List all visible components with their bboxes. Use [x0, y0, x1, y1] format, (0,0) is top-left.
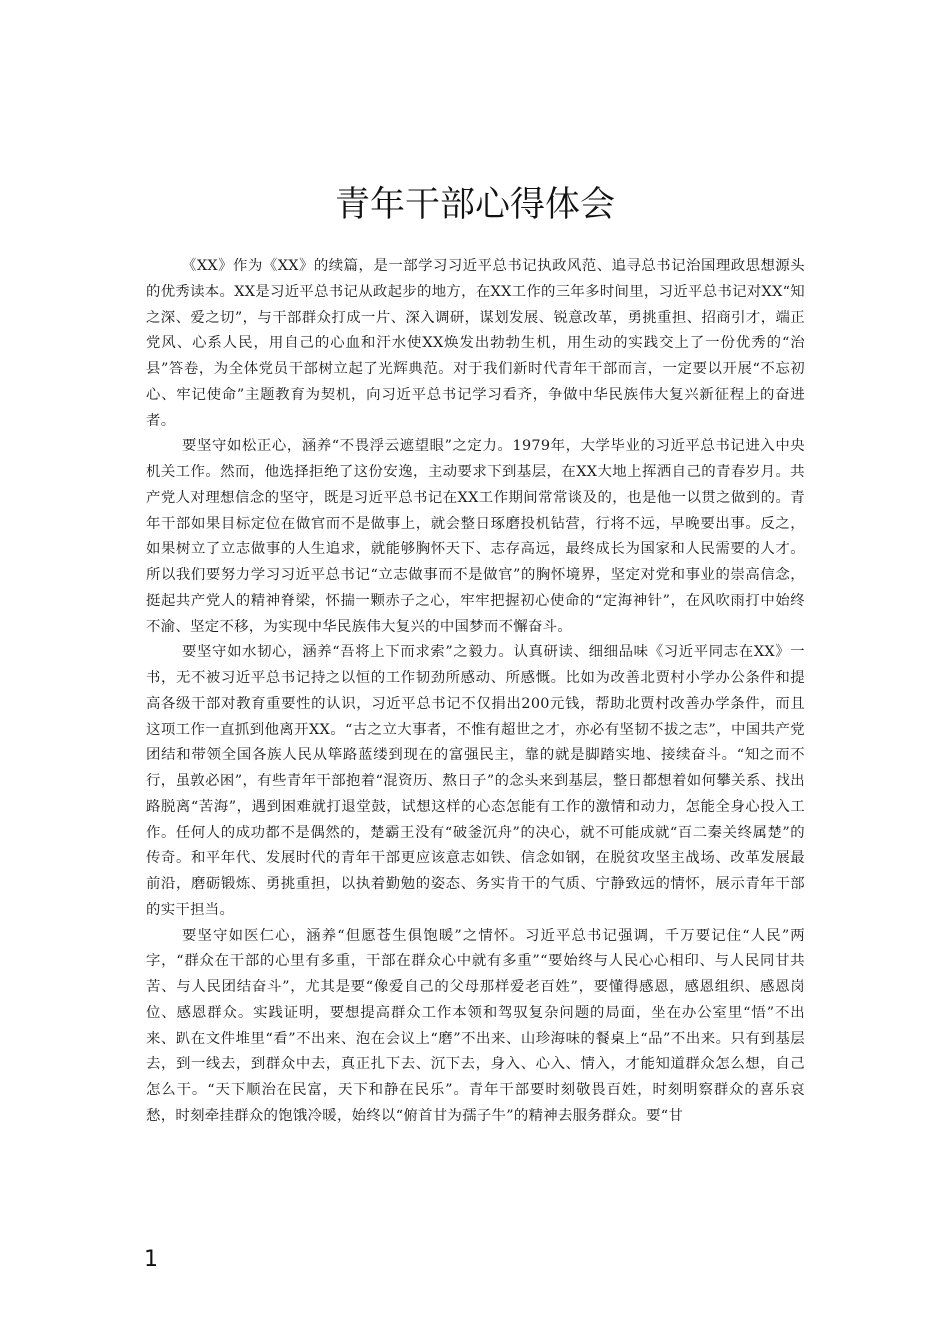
- paragraph-pine: 要坚守如松正心，涵养“不畏浮云遮望眼”之定力。1979年，大学毕业的习近平总书记进入中央机关工作。然而，他选择拒绝了这份安逸，主动要求下到基层，在XX大地上挥洒自己的青春岁月。共产党人对理想信念的坚守，既是习近平总书记在XX工作期间常常谈及的，也是他一以贯之做到的。青年干部如果目标定位在做官而不是做事上，就会整日琢磨投机钻营，行将不远，早晚要出事。反之，如果树立了立志做事的人生追求，就能够胸怀天下、志存高远，最终成长为国家和人民需要的人才。所以我们要努力学习习近平总书记“立志做事而不是做官”的胸怀境界，坚定对党和事业的崇高信念，挺起共产党人的精神脊梁，怀揣一颗赤子之心，牢牢把握初心使命的“定海神针”，在风吹雨打中始终不渝、坚定不移，为实现中华民族伟大复兴的中国梦而不懈奋斗。: [146, 438, 805, 635]
- page-number: 1: [144, 1247, 158, 1272]
- paragraph-doctor: 要坚守如医仁心，涵养“但愿苍生俱饱暖”之情怀。习近平总书记强调，千万要记住“人民”两字，“群众在干部的心里有多重，干部在群众心中就有多重”“要始终与人民心心相印、与人民同甘共苦、与人民团结奋斗”，尤其是要“像爱自己的父母那样爱老百姓”，要懂得感恩，感恩组织、感恩岗位、感恩群众。实践证明，要想提高群众工作本领和驾驭复杂问题的局面，坐在办公室里“悟”不出来、趴在文件堆里“看”不出来、泡在会议上“磨”不出来、山珍海味的餐桌上“品”不出来。只有到基层去，到一线去，到群众中去，真正扎下去、沉下去，身入、心入、情入，才能知道群众怎么想，自己怎么干。“天下顺治在民富，天下和静在民乐”。青年干部要时刻敬畏百姓，时刻明察群众的喜乐哀愁，时刻牵挂群众的饱饿冷暖，始终以“俯首甘为孺子牛”的精神去服务群众。要“甘: [146, 927, 805, 1124]
- paragraph-water: 要坚守如水韧心，涵养“吾将上下而求索”之毅力。认真研读、细细品味《习近平同志在XX》一书，无不被习近平总书记持之以恒的工作韧劲所感动、所感慨。比如为改善北贾村小学办公条件和提高各级干部对教育重要性的认识，习近平总书记不仅捐出200元钱，帮助北贾村改善办学条件，而且这项工作一直抓到他离开XX。“古之立大事者，不惟有超世之才，亦必有坚韧不拔之志”，中国共产党团结和带领全国各族人民从筚路蓝缕到现在的富强民主，靠的就是脚踏实地、接续奋斗。“知之而不行，虽敦必困”，有些青年干部抱着“混资历、熬日子”的念头来到基层，整日都想着如何攀关系、找出路脱离“苦海”，遇到困难就打退堂鼓，试想这样的心态怎能有工作的激情和动力，怎能全身心投入工作。任何人的成功都不是偶然的，楚霸王没有“破釜沉舟”的决心，就不可能成就“百二秦关终属楚”的传奇。和平年代、发展时代的青年干部更应该意志如铁、信念如钢，在脱贫攻坚主战场、改革发展最前沿，磨砺锻炼、勇挑重担，以执着勤勉的姿态、务实肯干的气质、宁静致远的情怀，展示青年干部的实干担当。: [146, 644, 805, 918]
- paragraph-intro: 《XX》作为《XX》的续篇，是一部学习习近平总书记执政风范、追寻总书记治国理政思想源头的优秀读本。XX是习近平总书记从政起步的地方，在XX工作的三年多时间里，习近平总书记对XX“知之深、爱之切”，与干部群众打成一片、深入调研，谋划发展、锐意改革，勇挑重担、招商引才，端正党风、心系人民，用自己的心血和汗水使XX焕发出勃勃生机，用生动的实践交上了一份优秀的“治县”答卷，为全体党员干部树立起了光辉典范。对于我们新时代青年干部而言，一定要以开展“不忘初心、牢记使命”主题教育为契机，向习近平总书记学习看齐，争做中华民族伟大复兴新征程上的奋进者。: [146, 258, 805, 429]
- document-body: [146, 254, 805, 1130]
- document-title: 青年干部心得体会: [334, 185, 615, 225]
